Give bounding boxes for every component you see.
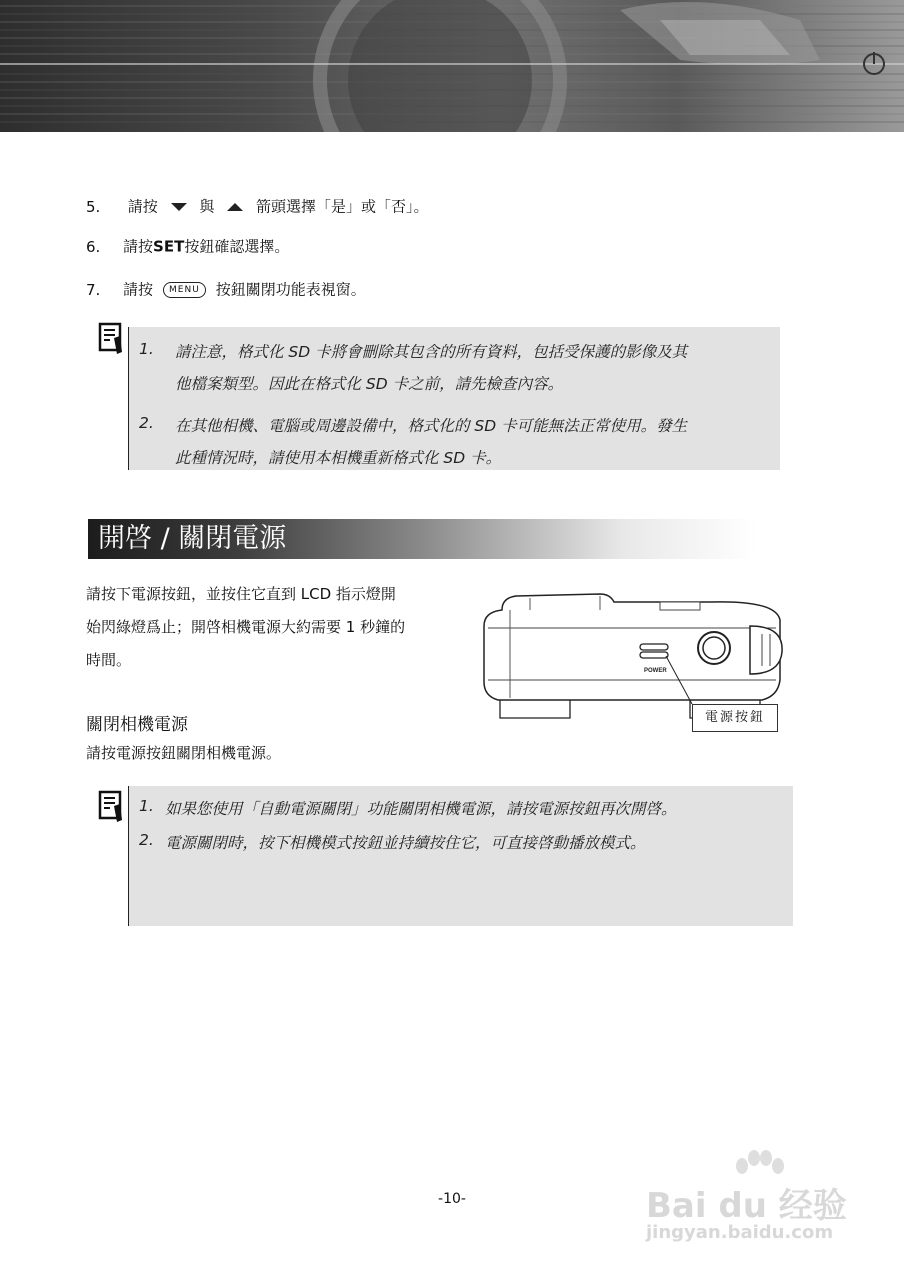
camera-photo-banner-icon bbox=[0, 0, 904, 132]
note-icon bbox=[98, 790, 124, 824]
step-text: 請按 bbox=[123, 280, 154, 299]
step-text: 箭頭選擇「是」或「否」。 bbox=[255, 197, 429, 216]
watermark-brand: Bai du 经验 bbox=[646, 1186, 847, 1226]
note-line: 如果您使用「自動電源關閉」功能關閉相機電源，請按電源按鈕再次開啓。 bbox=[165, 800, 677, 818]
note-line: 請注意，格式化 SD 卡將會刪除其包含的所有資料，包括受保護的影像及其 bbox=[175, 343, 688, 361]
step-5 bbox=[86, 195, 428, 217]
watermark-url: jingyan.baidu.com bbox=[646, 1222, 834, 1243]
power-off-text: 請按電源按鈕關閉相機電源。 bbox=[86, 744, 282, 762]
power-off-heading: 關閉相機電源 bbox=[86, 715, 188, 735]
note-icon bbox=[98, 322, 124, 356]
step-text: 按鈕關閉功能表視窗。 bbox=[215, 280, 366, 299]
paragraph-line: 始閃綠燈爲止；開啓相機電源大約需要 1 秒鐘的 bbox=[86, 618, 406, 636]
note-line: 電源關閉時，按下相機模式按鈕並持續按住它，可直接啓動播放模式。 bbox=[165, 834, 646, 852]
page-number: -10- bbox=[438, 1191, 466, 1207]
step-6 bbox=[86, 235, 289, 257]
step-text: 請按 bbox=[123, 237, 154, 256]
header-banner bbox=[0, 0, 904, 132]
note-number: 2. bbox=[139, 831, 154, 849]
step-text: 按鈕確認選擇。 bbox=[184, 237, 290, 256]
note-line: 在其他相機、電腦或周邊設備中，格式化的 SD 卡可能無法正常使用。發生 bbox=[175, 417, 688, 435]
step-number: 5. bbox=[86, 197, 101, 216]
power-on-instructions bbox=[86, 578, 405, 677]
step-number: 7. bbox=[86, 280, 101, 299]
note-number: 2. bbox=[139, 414, 154, 432]
step-number: 6. bbox=[86, 237, 101, 256]
paragraph-line: 請按下電源按鈕，並按住它直到 LCD 指示燈開 bbox=[86, 585, 396, 603]
up-arrow-icon bbox=[227, 202, 243, 212]
power-label: POWER bbox=[644, 668, 667, 674]
step-text: 請按 bbox=[127, 197, 158, 216]
section-header bbox=[88, 519, 756, 559]
note-number: 1. bbox=[139, 340, 154, 358]
menu-key-icon: MENU bbox=[163, 282, 206, 298]
step-7 bbox=[86, 278, 366, 300]
power-button-callout: 電源按鈕 bbox=[692, 704, 778, 732]
section-title: 開啓 / 關閉電源 bbox=[98, 523, 287, 554]
baidu-watermark bbox=[640, 1150, 870, 1250]
step-text: 與 bbox=[199, 197, 215, 216]
down-arrow-icon bbox=[171, 202, 187, 212]
note-line: 他檔案類型。因此在格式化 SD 卡之前，請先檢查內容。 bbox=[175, 375, 564, 393]
note-number: 1. bbox=[139, 797, 154, 815]
note-line: 此種情況時，請使用本相機重新格式化 SD 卡。 bbox=[175, 449, 502, 467]
set-button-label: SET bbox=[153, 237, 185, 256]
paragraph-line: 時間。 bbox=[86, 651, 132, 669]
